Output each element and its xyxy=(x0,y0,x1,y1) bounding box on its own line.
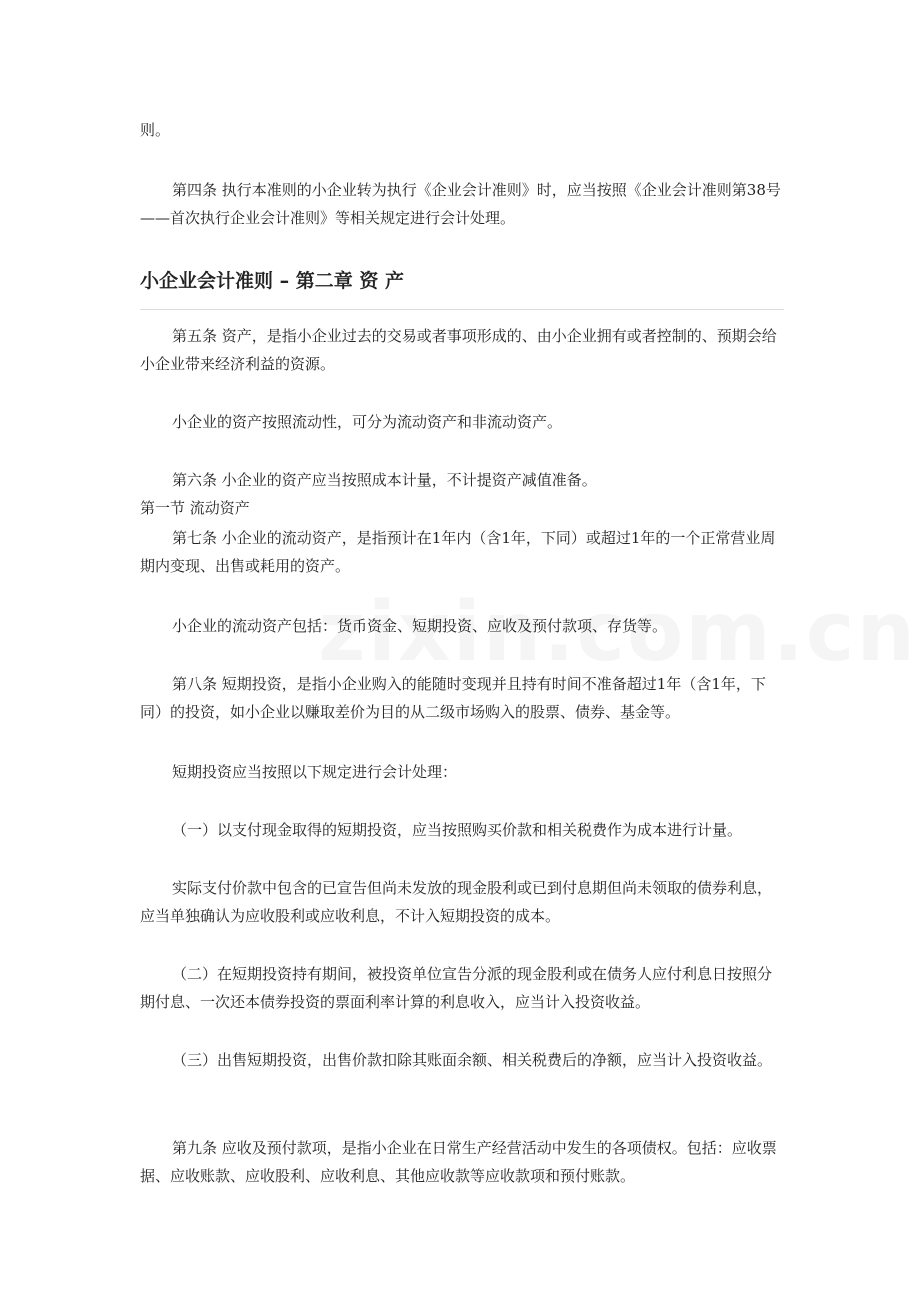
paragraph-rule-1: （一）以支付现金取得的短期投资，应当按照购买价款和相关税费作为成本进行计量。 xyxy=(172,821,743,839)
paragraph-article-4: 第四条 执行本准则的小企业转为执行《企业会计准则》时，应当按照《企业会计准则第38号——首次执行企业会计准则》等相关规定进行会计处理。 xyxy=(140,181,781,227)
heading-divider xyxy=(140,309,784,310)
paragraph-rule-2: （二）在短期投资持有期间，被投资单位宣告分派的现金股利或在债务人应付利息日按照分期付息、一次还本债券投资的票面利率计算的利息收入，应当计入投资收益。 xyxy=(140,965,773,1011)
paragraph-article-8: 第八条 短期投资，是指小企业购入的能随时变现并且持有时间不准备超过1年（含1年，下同）的投资，如小企业以赚取差价为目的从二级市场购入的股票、债券、基金等。 xyxy=(140,675,766,721)
paragraph-rule-3: （三）出售短期投资，出售价款扣除其账面余额、相关税费后的净额，应当计入投资收益。 xyxy=(172,1051,773,1069)
chapter-heading: 小企业会计准则 – 第二章 资 产 xyxy=(140,270,404,292)
paragraph-short-term-rules: 短期投资应当按照以下规定进行会计处理： xyxy=(172,763,458,781)
paragraph-asset-classification: 小企业的资产按照流动性，可分为流动资产和非流动资产。 xyxy=(172,413,563,431)
paragraph-article-5: 第五条 资产，是指小企业过去的交易或者事项形成的、由小企业拥有或者控制的、预期会给小企业带来经济利益的资源。 xyxy=(140,327,777,373)
section-title-current-assets: 第一节 流动资产 xyxy=(140,499,250,517)
paragraph-end-of-article: 则。 xyxy=(140,121,171,139)
paragraph-current-assets-list: 小企业的流动资产包括：货币资金、短期投资、应收及预付款项、存货等。 xyxy=(172,617,668,635)
paragraph-article-6: 第六条 小企业的资产应当按照成本计量，不计提资产减值准备。 xyxy=(172,471,597,489)
paragraph-article-9: 第九条 应收及预付款项，是指小企业在日常生产经营活动中发生的各项债权。包括：应收票据、应收账款、应收股利、应收利息、其他应收款等应收款项和预付账款。 xyxy=(140,1139,777,1185)
paragraph-rule-1-detail: 实际支付价款中包含的已宣告但尚未发放的现金股利或已到付息期但尚未领取的债券利息，应当单独确认为应收股利或应收利息，不计入短期投资的成本。 xyxy=(140,879,773,925)
paragraph-article-7: 第七条 小企业的流动资产，是指预计在1年内（含1年，下同）或超过1年的一个正常营业周期内变现、出售或耗用的资产。 xyxy=(140,529,776,575)
